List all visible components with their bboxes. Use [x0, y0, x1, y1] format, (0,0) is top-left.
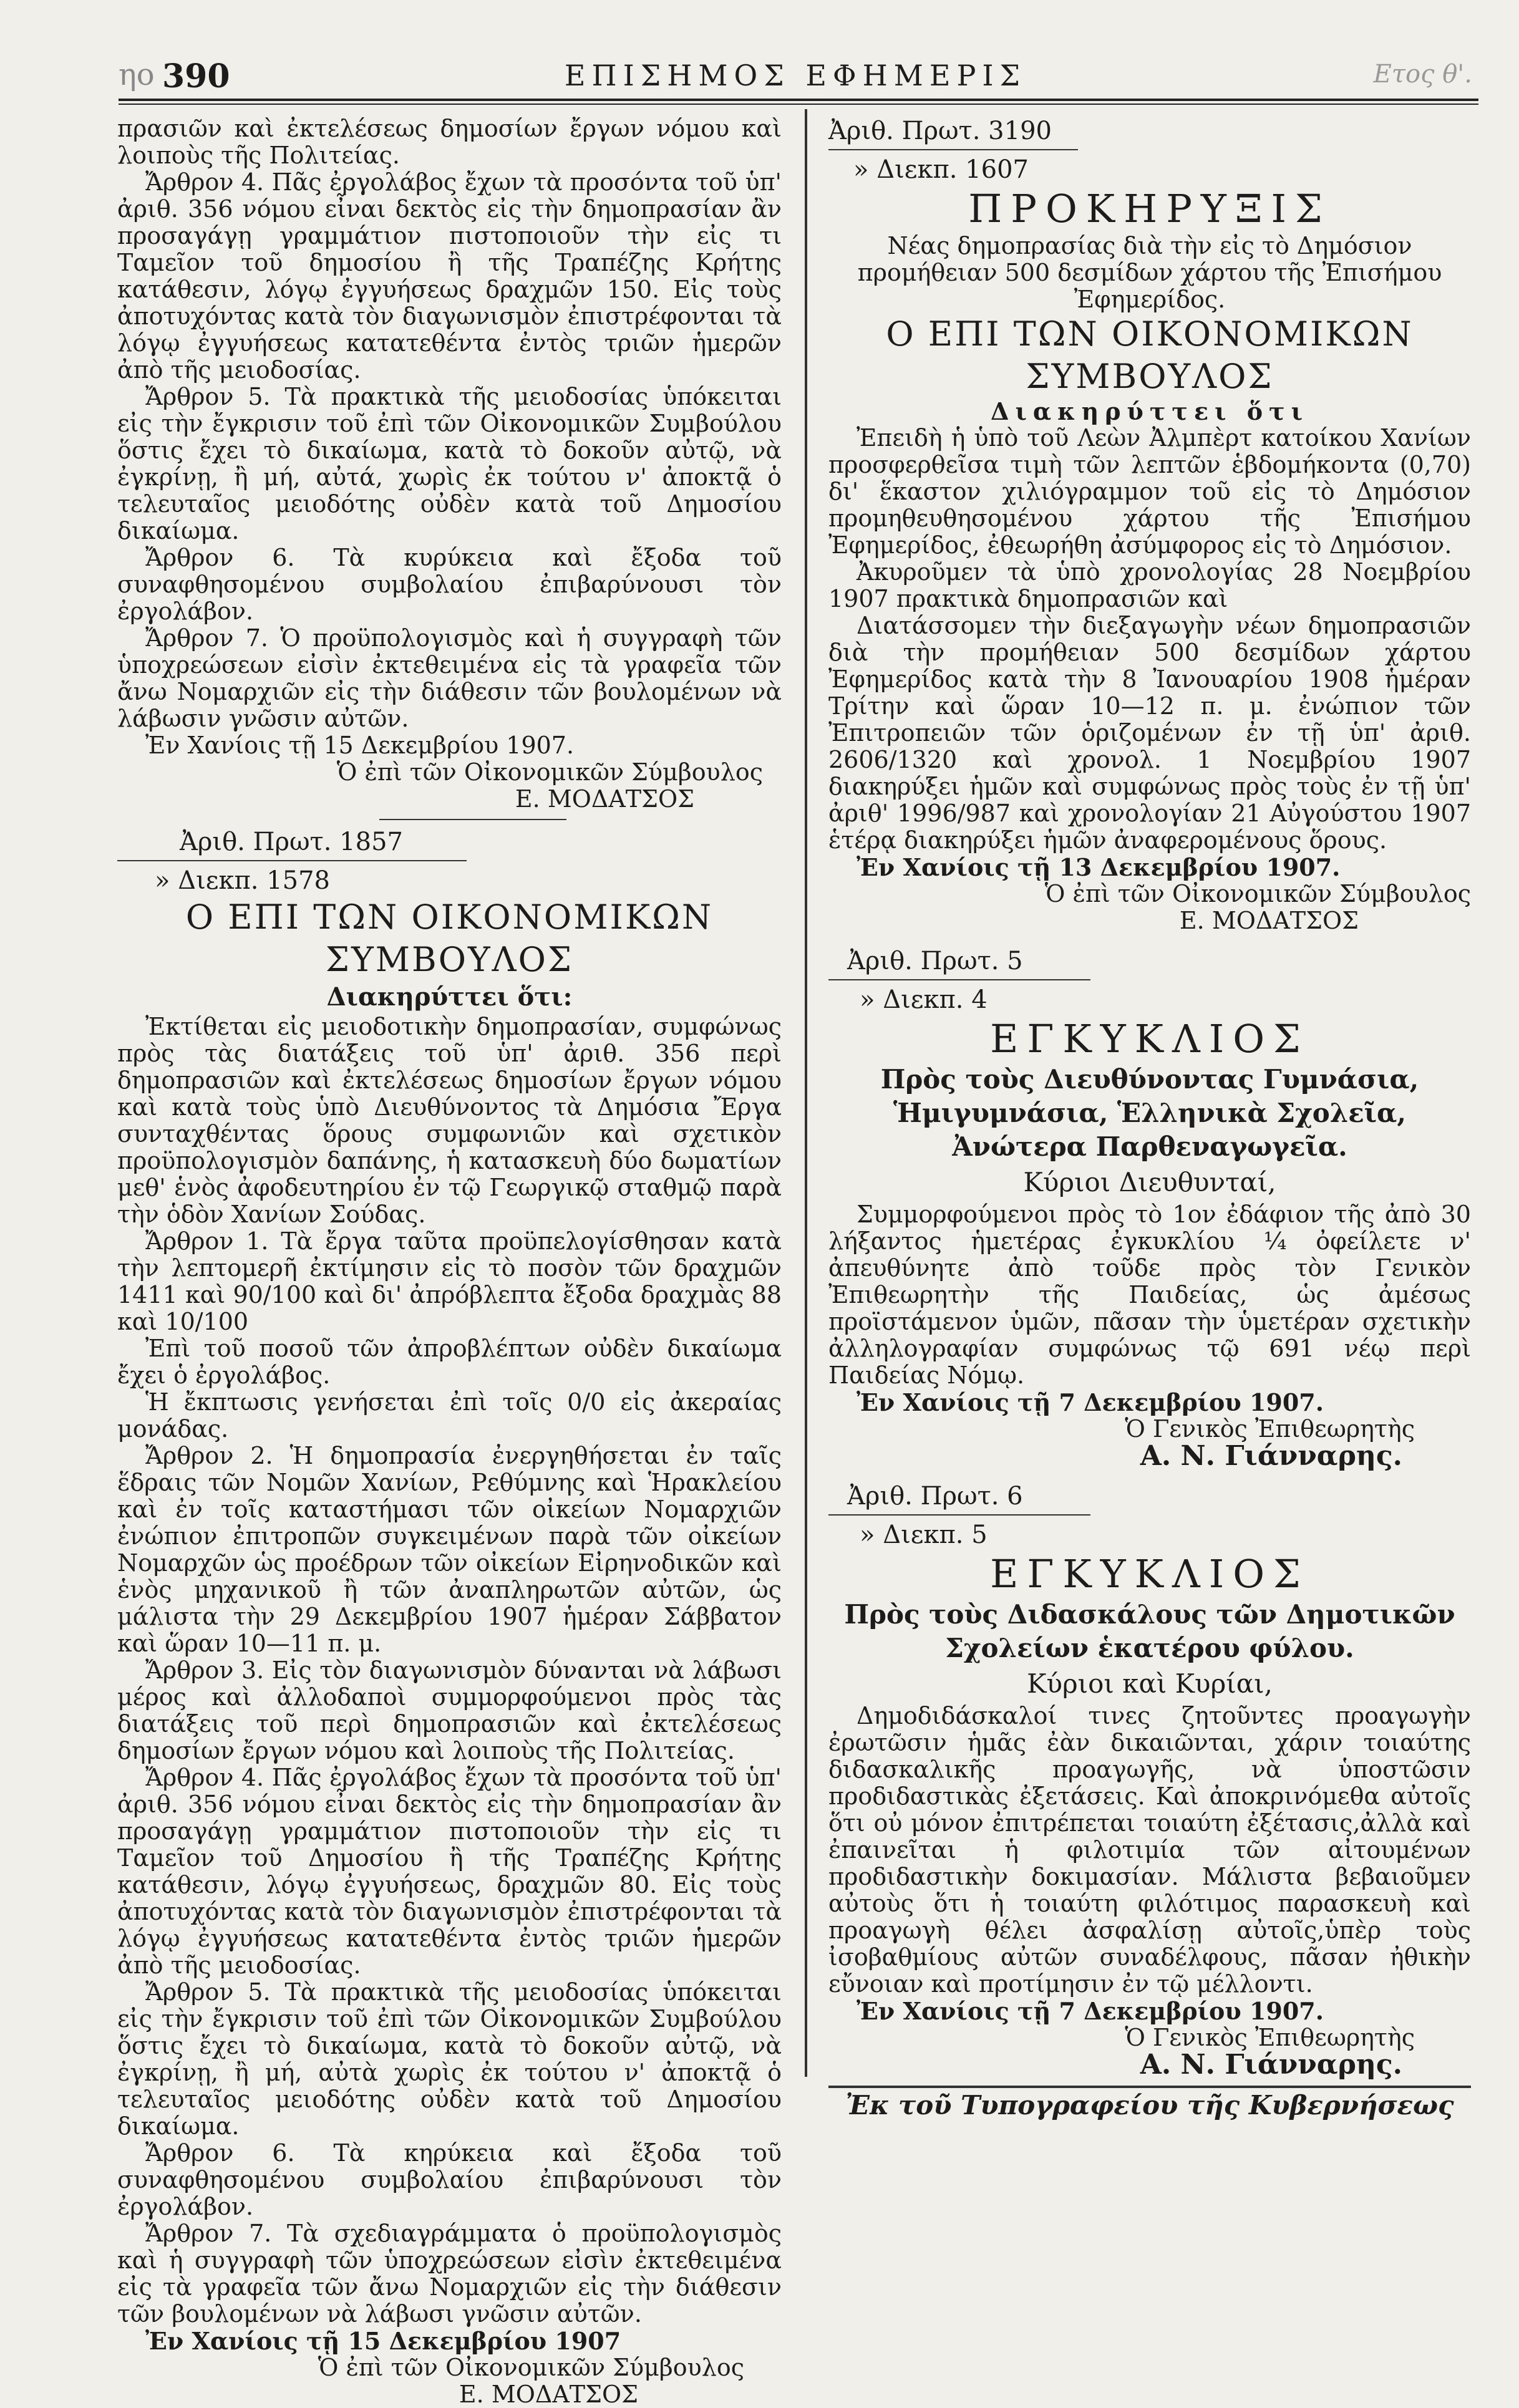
date-line: Ἐν Χανίοις τῇ 15 Δεκεμβρίου 1907.	[145, 732, 575, 759]
b-article-1-note: Ἐπὶ τοῦ ποσοῦ τῶν ἀπροβλέπτων οὐδὲν δικαίωμα ἔχει ὁ ἐργολάβος.	[117, 1335, 782, 1389]
ref-rule-2	[828, 979, 1090, 980]
announcement-subheading: Διακηρύττει ὅτι	[990, 397, 1309, 425]
reference-protocol-2: Ἀριθ. Πρωτ. 5	[847, 947, 1023, 975]
printer-footer: Ἐκ τοῦ Τυπογραφείου τῆς Κυβερνήσεως	[845, 2090, 1454, 2120]
signature-title-2: Ὁ ἐπὶ τῶν Οἰκονομικῶν Σύμβουλος	[318, 2354, 744, 2381]
reference-dispatch-3: » Διεκπ. 5	[860, 1521, 988, 1549]
proclamation-body-3: Διατάσσομεν τὴν διεξαγωγὴν νέων δημοπρασιῶν διὰ τὴν προμήθειαν 500 δεσμίδων χάρτου Ἐφημερίδος κατὰ τὴν 8 Ἰανουαρίου 1908 ἡμέραν Τρίτην καὶ ὥραν 10—12 π. μ. ἐνώπιον τῶν Ἐπιτροπειῶν τῶν ὁριζομένων ἐν τῇ ὑπ' ἀριθ. 2606/1320 καὶ χρονολ. 1 Νοεμβρίου 1907 διακηρύξει ἡμῶν καὶ συμφώνως πρὸς τοὺς ἐν τῇ ὑπ' ἀριθ' 1996/987 καὶ χρονολογίαν 21 Αὐγούστου 1907 ἑτέρᾳ διακηρύξει ἡμῶν ἀναφερομένους ὅρους.	[828, 612, 1471, 854]
circular-date-2: Ἐν Χανίοις τῇ 7 Δεκεμβρίου 1907.	[857, 1997, 1324, 2025]
circular-signature-name-2: Α. Ν. Γιάνναρης.	[1140, 2049, 1402, 2081]
signature-title: Ὁ ἐπὶ τῶν Οἰκονομικῶν Σύμβουλος	[1044, 880, 1471, 907]
page-number-prefix: ηο	[119, 57, 155, 92]
circular-recipients: Πρὸς τοὺς Διευθύνοντας Γυμνάσια, Ἡμιγυμνάσια, Ἑλληνικὰ Σχολεῖα, Ἀνώτερα Παρθεναγωγεῖα.	[880, 1064, 1419, 1162]
column-divider	[805, 109, 807, 2077]
circular-date: Ἐν Χανίοις τῇ 7 Δεκεμβρίου 1907.	[857, 1388, 1324, 1416]
b-article-4: Ἄρθρον 4. Πᾶς ἐργολάβος ἔχων τὰ προσόντα τοῦ ὑπ' ἀριθ. 356 νόμου εἶναι δεκτὸς εἰς τὴν δημοπρασίαν ἂν προσαγάγῃ γραμμάτιον πιστοποιοῦν τὴν εἰς τι Ταμεῖον τοῦ Δημοσίου ἢ τῆς Τραπέζης Κρήτης κατάθεσιν, λόγῳ ἐγγυήσεως, δραχμῶν 80. Εἰς τοὺς ἀποτυχόντας κατὰ τὸν διαγωνισμὸν ἐπιστρέφονται τὰ λόγῳ ἐγγυήσεως κατατεθέντα ἐντὸς τριῶν ἡμερῶν ἀπὸ τῆς μειοδοσίας.	[117, 1764, 782, 1979]
reference-protocol: Ἀριθ. Πρωτ. 1857	[180, 828, 403, 856]
circular-signature-name: Α. Ν. Γιάνναρης.	[1140, 1440, 1402, 1472]
article-6: Ἄρθρον 6. Τὰ κυρύκεια καὶ ἔξοδα τοῦ συναφθησομένου συμβολαίου ἐπιβαρύνουσι τὸν ἐργολάβον.	[117, 544, 782, 625]
page-header	[119, 57, 1472, 95]
circular-body: Συμμορφούμενοι πρὸς τὸ 1ον ἐδάφιον τῆς ἀπὸ 30 λήξαντος ἡμετέρας ἐγκυκλίου ¼ ὀφείλετε ν' ἀπευθύνητε ἀπὸ τοῦδε πρὸς τὸν Γενικὸν Ἐπιθεωρητὴν τῆς Παιδείας, ὡς ἀμέσως προϊστάμενον ὑμῶν, πᾶσαν τὴν ὑμετέραν σχετικὴν ἀλληλογραφίαν συμφώνως τῷ 691 νέῳ περὶ Παιδείας Νόμῳ.	[828, 1201, 1471, 1389]
signature-name: Ε. ΜΟΔΑΤΣΟΣ	[1179, 907, 1359, 934]
b-article-6: Ἄρθρον 6. Τὰ κηρύκεια καὶ ἔξοδα τοῦ συναφθησομένου συμβολαίου ἐπιβαρύνουσι τὸν ἐργολάβον.	[117, 2139, 782, 2220]
circular-salutation: Κύριοι Διευθυνταί,	[1023, 1167, 1276, 1197]
date-line: Ἐν Χανίοις τῇ 13 Δεκεμβρίου 1907.	[857, 853, 1341, 881]
newspaper-title: ΕΠΙΣΗΜΟΣ ΕΦΗΜΕΡΙΣ	[564, 59, 1027, 92]
ref-rule	[117, 860, 467, 861]
ref-rule-3	[828, 1514, 1090, 1516]
header-year: Ετος θ'.	[1373, 60, 1472, 89]
b-article-2: Ἄρθρον 2. Ἡ δημοπρασία ἐνεργηθήσεται ἐν ταῖς ἕδραις τῶν Νομῶν Χανίων, Ρεθύμνης καὶ Ἡρακλείου καὶ ἐν τοῖς καταστήμασι τῶν οἰκείων Νομαρχιῶν ἐνώπιον ἐπιτροπῶν συγκειμένων παρὰ τῶν οἰκείων Νομαρχῶν ὡς προέδρων τῶν οἰκείων Εἰρηνοδικῶν καὶ ἑνὸς μηχανικοῦ ἢ τῶν ἀναπληρωτῶν αὐτῶν, ὡς μάλιστα τὴν 29 Δεκεμβρίου 1907 ἡμέραν Σάββατον καὶ ὥραν 10—11 π. μ.	[117, 1442, 782, 1657]
footer-rule	[828, 2086, 1471, 2088]
circular-signature-title-2: Ὁ Γενικὸς Ἐπιθεωρητὴς	[1125, 2024, 1415, 2051]
reference-protocol: Ἀριθ. Πρωτ. 3190	[828, 117, 1052, 145]
page-number: 390	[162, 57, 230, 95]
b-article-3: Ἄρθρον 3. Εἰς τὸν διαγωνισμὸν δύνανται νὰ λάβωσι μέρος καὶ ἀλλοδαποὶ συμμορφούμενοι πρὸς τὰς διατάξεις τοῦ περὶ δημοπρασιῶν καὶ ἐκτελέσεως δημοσίων ἔργων νόμου καὶ λοιποὺς τῆς Πολιτείας.	[117, 1656, 782, 1764]
circular-salutation-2: Κύριοι καὶ Κυρίαι,	[1027, 1668, 1273, 1699]
ref-rule	[828, 149, 1078, 150]
proclamation-heading: ΠΡΟΚΗΡΥΞΙΣ	[968, 186, 1331, 231]
reference-dispatch-2: » Διεκπ. 4	[860, 985, 988, 1014]
header-rule-thin	[119, 104, 1478, 105]
circular-recipients-2: Πρὸς τοὺς Διδασκάλους τῶν Δημοτικῶν Σχολείων ἑκατέρου φύλου.	[844, 1599, 1455, 1663]
announcement-body: Ἐκτίθεται εἰς μειοδοτικὴν δημοπρασίαν, συμφώνως πρὸς τὰς διατάξεις τοῦ ὑπ' ἀριθ. 356 περὶ δημοπρασιῶν καὶ ἐκτελέσεως δημοσίων ἔργων νόμου καὶ κατὰ τοὺς ὑπὸ Διευθύνοντος τὰ Δημόσια Ἔργα συνταχθέντας ὅρους συμφωνιῶν καὶ σχετικὸν προϋπολογισμὸν δαπάνης, ἡ κατασκευὴ δύο δωματίων μεθ' ἑνὸς ἀφοδευτηρίου ἐν τῷ Γεωργικῷ σταθμῷ παρὰ τὴν ὁδὸν Χανίων Σούδας.	[117, 1013, 782, 1228]
reference-dispatch: » Διεκπ. 1578	[155, 866, 330, 895]
announcement-heading: Ο ΕΠΙ ΤΩΝ ΟΙΚΟΝΟΜΙΚΩΝ ΣΥΜΒΟΥΛΟΣ	[185, 897, 714, 979]
article-5: Ἄρθρον 5. Τὰ πρακτικὰ τῆς μειοδοσίας ὑπόκειται εἰς τὴν ἔγκρισιν τοῦ ἐπὶ τῶν Οἰκονομικῶν Συμβούλου ὅστις ἔχει τὸ δικαίωμα, κατὰ τὸ δοκοῦν αὐτῷ, νὰ ἐγκρίνῃ, ἢ μή, αὐτά, χωρὶς ἐκ τούτου ν' ἀποκτᾷ ὁ τελευταῖος μειοδότης οὐδὲν κατὰ τοῦ Δημοσίου δικαίωμα.	[117, 383, 782, 544]
left-column	[117, 115, 782, 2408]
announcement-subheading: Διακηρύττει ὅτι:	[326, 982, 573, 1012]
b-article-1: Ἄρθρον 1. Τὰ ἔργα ταῦτα προϋπελογίσθησαν κατὰ τὴν λεπτομερῆ ἐκτίμησιν εἰς τὸ ποσὸν τῶν δραχμῶν 1411 καὶ 90/100 καὶ δι' ἀπρόβλεπτα ἔξοδα δραχμὰς 88 καὶ 10/100	[117, 1227, 782, 1335]
signature-name: Ε. ΜΟΔΑΤΣΟΣ	[515, 785, 694, 813]
announcement-heading: Ο ΕΠΙ ΤΩΝ ΟΙΚΟΝΟΜΙΚΩΝ ΣΥΜΒΟΥΛΟΣ	[886, 314, 1414, 396]
proclamation-body: Ἐπειδὴ ἡ ὑπὸ τοῦ Λεὼν Ἀλμπὲρτ κατοίκου Χανίων προσφερθεῖσα τιμὴ τῶν λεπτῶν ἑβδομήκοντα (0,70) δι' ἕκαστον χιλιόγραμμον τοῦ εἰς τὸ Δημόσιον προμηθευθησομένου χάρτου τῆς Ἐπισήμου Ἐφημερίδος, ἐθεωρήθη ἀσύμφορος εἰς τὸ Δημόσιον.	[828, 424, 1471, 559]
article-7: Ἄρθρον 7. Ὁ προϋπολογισμὸς καὶ ἡ συγγραφὴ τῶν ὑποχρεώσεων εἰσὶν ἐκτεθειμένα εἰς τὰ γραφεῖα τῶν ἄνω Νομαρχιῶν εἰς τὴν διάθεσιν τῶν βουλομένων νὰ λάβωσιν γνῶσιν αὐτῶν.	[117, 624, 782, 732]
b-article-1-discount: Ἡ ἔκπτωσις γενήσεται ἐπὶ τοῖς 0/0 εἰς ἀκεραίας μονάδας.	[117, 1388, 782, 1443]
right-column	[828, 115, 1471, 2119]
circular-body-2: Δημοδιδάσκαλοί τινες ζητοῦντες προαγωγὴν ἐρωτῶσιν ἡμᾶς ἐὰν δικαιῶνται, χάριν τοιαύτης διδασκαλικῆς προαγωγῆς, νὰ ὑποστῶσιν προδιδαστικὰς ἐξετάσεις. Καὶ ἀποκρινόμεθα αὐτοῖς ὅτι οὐ μόνον ἐπιτρέπεται τοιαύτη ἐξέτασις,ἀλλὰ καὶ ἐπαινεῖται ἡ φιλοτιμία τῶν αἰτουμένων προδιδαστικὴν δοκιμασίαν. Μάλιστα βεβαιοῦμεν αὐτοὺς ὅτι ἡ τοιαύτη φιλότιμος παρασκευὴ καὶ προαγωγὴ θέλει ἀσφαλίσῃ αὐτοῖς,ὑπὲρ τοὺς ἰσοβαθμίους αὐτῶν συναδέλφους, πᾶσαν ἠθικὴν εὔνοιαν καὶ προτίμησιν ἐν τῷ μέλλοντι.	[828, 1702, 1471, 1998]
circular-heading-2: ΕΓΚΥΚΛΙΟΣ	[990, 1551, 1309, 1597]
intro-text: πρασιῶν καὶ ἐκτελέσεως δημοσίων ἔργων νόμου καὶ λοιποὺς τῆς Πολιτείας.	[117, 115, 782, 169]
b-article-7: Ἄρθρον 7. Τὰ σχεδιαγράμματα ὁ προϋπολογισμὸς καὶ ἡ συγγραφὴ τῶν ὑποχρεώσεων εἰσὶν ἐκτεθειμένα εἰς τὰ γραφεῖα τῶν ἄνω Νομαρχιῶν εἰς τὴν διάθεσιν τῶν βουλομένων νὰ λάβωσι γνῶσιν αὐτῶν.	[117, 2220, 782, 2328]
proclamation-body-2: Ἀκυροῦμεν τὰ ὑπὸ χρονολογίας 28 Νοεμβρίου 1907 πρακτικὰ δημοπρασιῶν καὶ	[828, 558, 1471, 612]
separator	[379, 819, 566, 820]
reference-dispatch: » Διεκπ. 1607	[853, 155, 1029, 184]
signature-name-2: Ε. ΜΟΔΑΤΣΟΣ	[459, 2381, 638, 2408]
circular-heading: ΕΓΚΥΚΛΙΟΣ	[990, 1016, 1309, 1061]
header-rule	[119, 99, 1478, 101]
date-line-2: Ἐν Χανίοις τῇ 15 Δεκεμβρίου 1907	[145, 2327, 621, 2355]
reference-protocol-3: Ἀριθ. Πρωτ. 6	[847, 1482, 1023, 1511]
b-article-5: Ἄρθρον 5. Τὰ πρακτικὰ τῆς μειοδοσίας ὑπόκειται εἰς τὴν ἔγκρισιν τοῦ ἐπὶ τῶν Οἰκονομικῶν Συμβούλου ὅστις ἔχει τὸ δικαίωμα, κατὰ τὸ δοκοῦν αὐτῷ, νὰ ἐγκρίνῃ, ἢ μή, αὐτὰ χωρὶς ἐκ τούτου ν' ἀποκτᾷ ὁ τελευταῖος μειοδότης οὐδὲν κατὰ τοῦ Δημοσίου δικαίωμα.	[117, 1978, 782, 2140]
proclamation-subtitle: Νέας δημοπρασίας διὰ τὴν εἰς τὸ Δημόσιον προμήθειαν 500 δεσμίδων χάρτου τῆς Ἐπισήμου Ἐφημερίδος.	[857, 232, 1442, 313]
signature-title: Ὁ ἐπὶ τῶν Οἰκονομικῶν Σύμβουλος	[336, 758, 763, 786]
article-4: Ἄρθρον 4. Πᾶς ἐργολάβος ἔχων τὰ προσόντα τοῦ ὑπ' ἀριθ. 356 νόμου εἶναι δεκτὸς εἰς τὴν δημοπρασίαν ἂν προσαγάγῃ γραμμάτιον πιστοποιοῦν τὴν εἰς τι Ταμεῖον τοῦ δημοσίου ἢ τῆς Τραπέζης Κρήτης κατάθεσιν, λόγῳ ἐγγυήσεως δραχμῶν 150. Εἰς τοὺς ἀποτυχόντας κατὰ τὸν διαγωνισμὸν ἐπιστρέφονται τὰ λόγῳ ἐγγυήσεως κατατεθέντα ἐντὸς τριῶν ἡμερῶν ἀπὸ τῆς μειοδοσίας.	[117, 168, 782, 384]
circular-signature-title: Ὁ Γενικὸς Ἐπιθεωρητὴς	[1125, 1415, 1415, 1443]
